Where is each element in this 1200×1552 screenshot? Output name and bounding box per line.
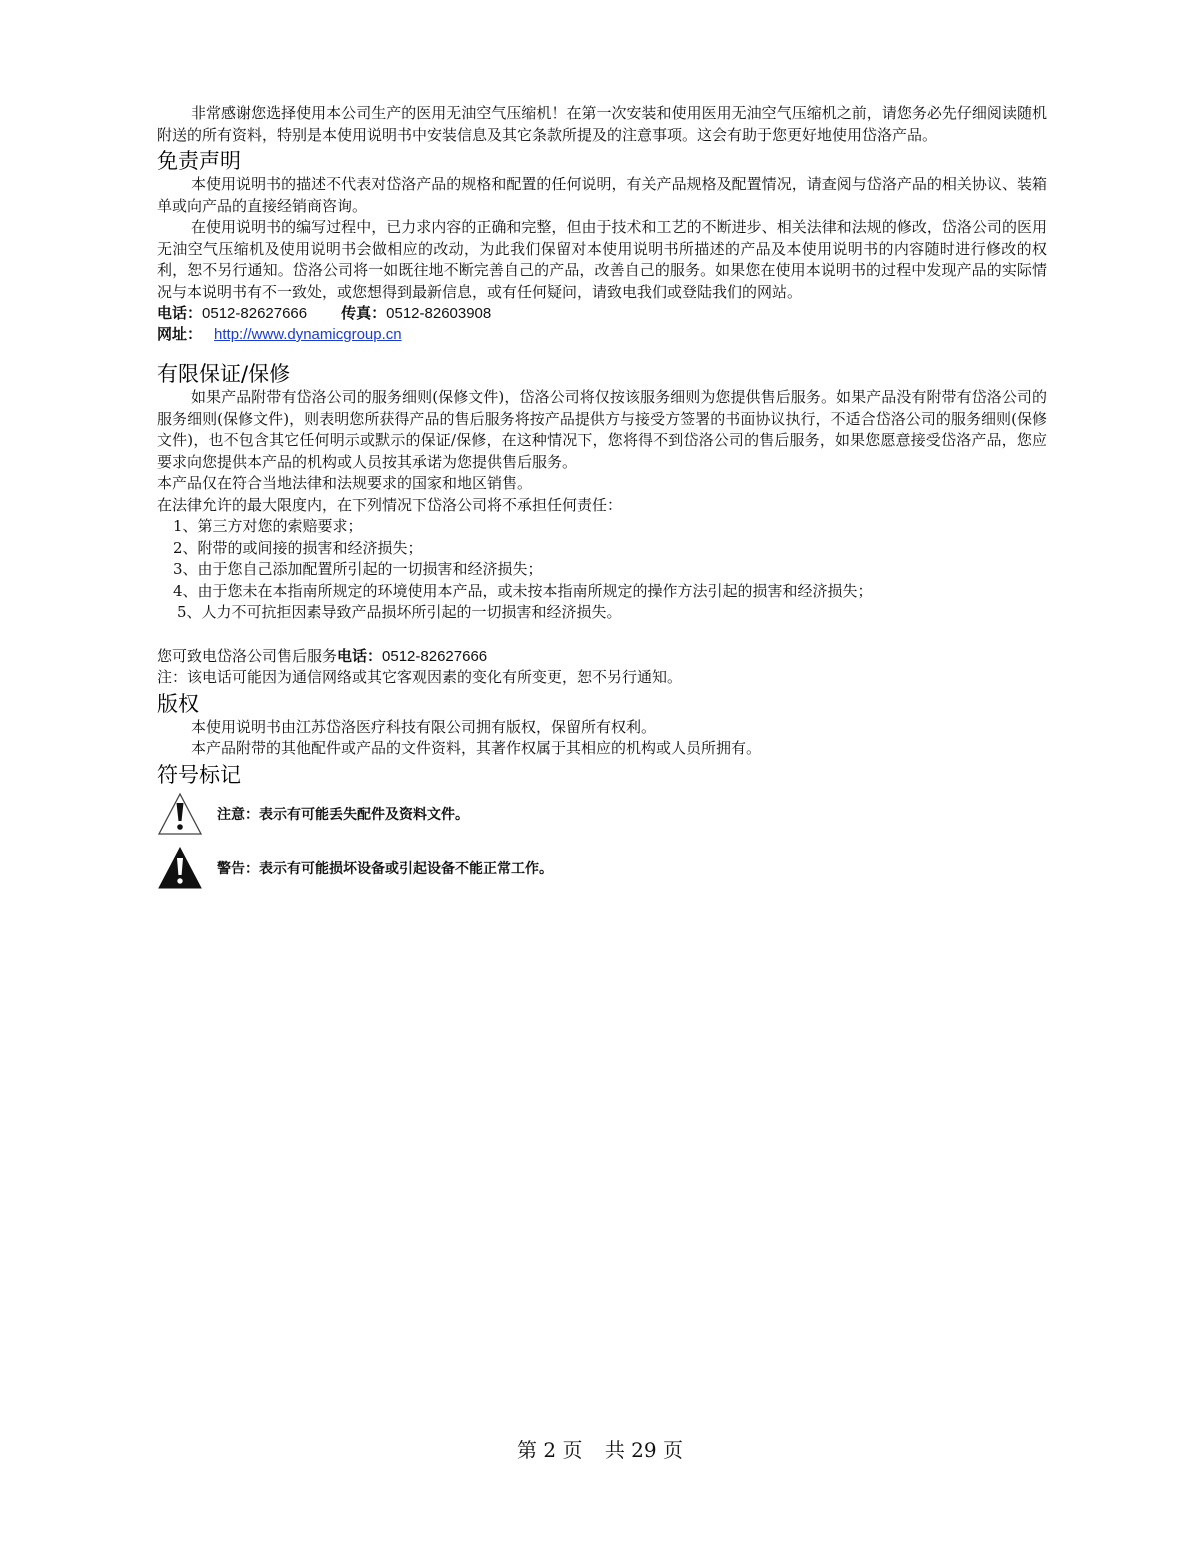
caution-label: 注意：表示有可能丢失配件及资料文件。 (217, 806, 469, 823)
service-line (157, 646, 1047, 668)
service-note: 注：该电话可能因为通信网络或其它客观因素的变化有所变更，恕不另行通知。 (157, 668, 683, 686)
disclaimer-paragraph-1: 本使用说明书的描述不代表对岱洛产品的规格和配置的任何说明，有关产品规格及配置情况，请查阅与岱洛产品的相关协议、装箱单或向产品的直接经销商咨询。 (157, 175, 1047, 215)
copyright-heading: 版权 (157, 691, 199, 716)
fax-number: 0512-82603908 (386, 305, 492, 322)
page-footer (0, 1434, 1200, 1463)
page-total: 共 29 页 (604, 1438, 683, 1462)
contact-phone-fax (157, 303, 1047, 324)
contact-website (157, 324, 1047, 345)
warning-triangle-icon (157, 846, 203, 890)
document-page (157, 103, 1047, 890)
liability-item-3: 3、由于您自己添加配置所引起的一切损害和经济损失； (173, 560, 543, 578)
disclaimer-heading: 免责声明 (157, 149, 241, 173)
fax-label: 传真： (341, 304, 387, 322)
warning-row (157, 846, 1047, 890)
liability-item-2: 2、附带的或间接的损害和经济损失； (173, 538, 423, 557)
service-phone: 0512-82627666 (382, 647, 488, 665)
copyright-paragraph-1: 本使用说明书由江苏岱洛医疗科技有限公司拥有版权，保留所有权利。 (191, 717, 657, 736)
warranty-sales-region: 本产品仅在符合当地法律和法规要求的国家和地区销售。 (157, 474, 533, 492)
warranty-paragraph-1: 如果产品附带有岱洛公司的服务细则(保修文件)，岱洛公司将仅按该服务细则为您提供售后服务。如果产品没有附带有岱洛公司的服务细则(保修文件)，则表明您所获得产品的售后服务将按产品提供方与接受方签署的书面协议执行，不适合岱洛公司的服务细则(保修文件)，也不包含其它任何明示或默示的保证/保修，在这种情况下，您将得不到岱洛公司的售后服务，如果您愿意接受岱洛产品，您应要求向您提供本产品的机构或人员按其承诺为您提供售后服务。 (157, 388, 1047, 471)
copyright-paragraph-2: 本产品附带的其他配件或产品的文件资料，其著作权属于其相应的机构或人员所拥有。 (191, 739, 762, 757)
symbols-heading: 符号标记 (157, 762, 241, 787)
phone-label: 电话： (157, 304, 203, 322)
disclaimer-paragraph-2: 在使用说明书的编写过程中，已力求内容的正确和完整，但由于技术和工艺的不断进步、相关法律和法规的修改，岱洛公司的医用无油空气压缩机及使用说明书会做相应的改动，为此我们保留对本使用说明书所描述的产品及本使用说明书的内容随时进行修改的权利，恕不另行通知。岱洛公司将一如既往地不断完善自己的产品，改善自己的服务。如果您在使用本说明书的过程中发现产品的实际情况与本说明书有不一致处，或您想得到最新信息，或有任何疑问，请致电我们或登陆我们的网站。 (157, 218, 1047, 301)
liability-item-5: 5、人力不可抗拒因素导致产品损坏所引起的一切损害和经济损失。 (177, 603, 622, 621)
warranty-heading: 有限保证/保修 (157, 362, 291, 386)
service-prefix: 您可致电岱洛公司售后服务 (157, 646, 338, 665)
caution-triangle-icon (157, 792, 203, 836)
web-label: 网址： (157, 325, 203, 343)
liability-item-1: 1、第三方对您的索赔要求； (173, 517, 363, 535)
warranty-liability-intro: 在法律允许的最大限度内，在下列情况下岱洛公司将不承担任何责任： (157, 495, 623, 514)
phone-number: 0512-82627666 (202, 305, 308, 322)
warning-label: 警告：表示有可能损坏设备或引起设备不能正常工作。 (217, 860, 553, 877)
intro-paragraph: 非常感谢您选择使用本公司生产的医用无油空气压缩机！在第一次安装和使用医用无油空气压缩机之前，请您务必先仔细阅读随机附送的所有资料，特别是本使用说明书中安装信息及其它条款所提及的注意事项。这会有助于您更好地使用岱洛产品。 (157, 104, 1047, 144)
liability-item-4: 4、由于您未在本指南所规定的环境使用本产品，或未按本指南所规定的操作方法引起的损害和经济损失； (173, 581, 873, 600)
service-phone-label: 电话： (337, 646, 383, 665)
website-link[interactable]: http://www.dynamicgroup.cn (214, 326, 402, 343)
caution-row (157, 792, 1047, 836)
page-number: 第 2 页 (517, 1438, 583, 1462)
